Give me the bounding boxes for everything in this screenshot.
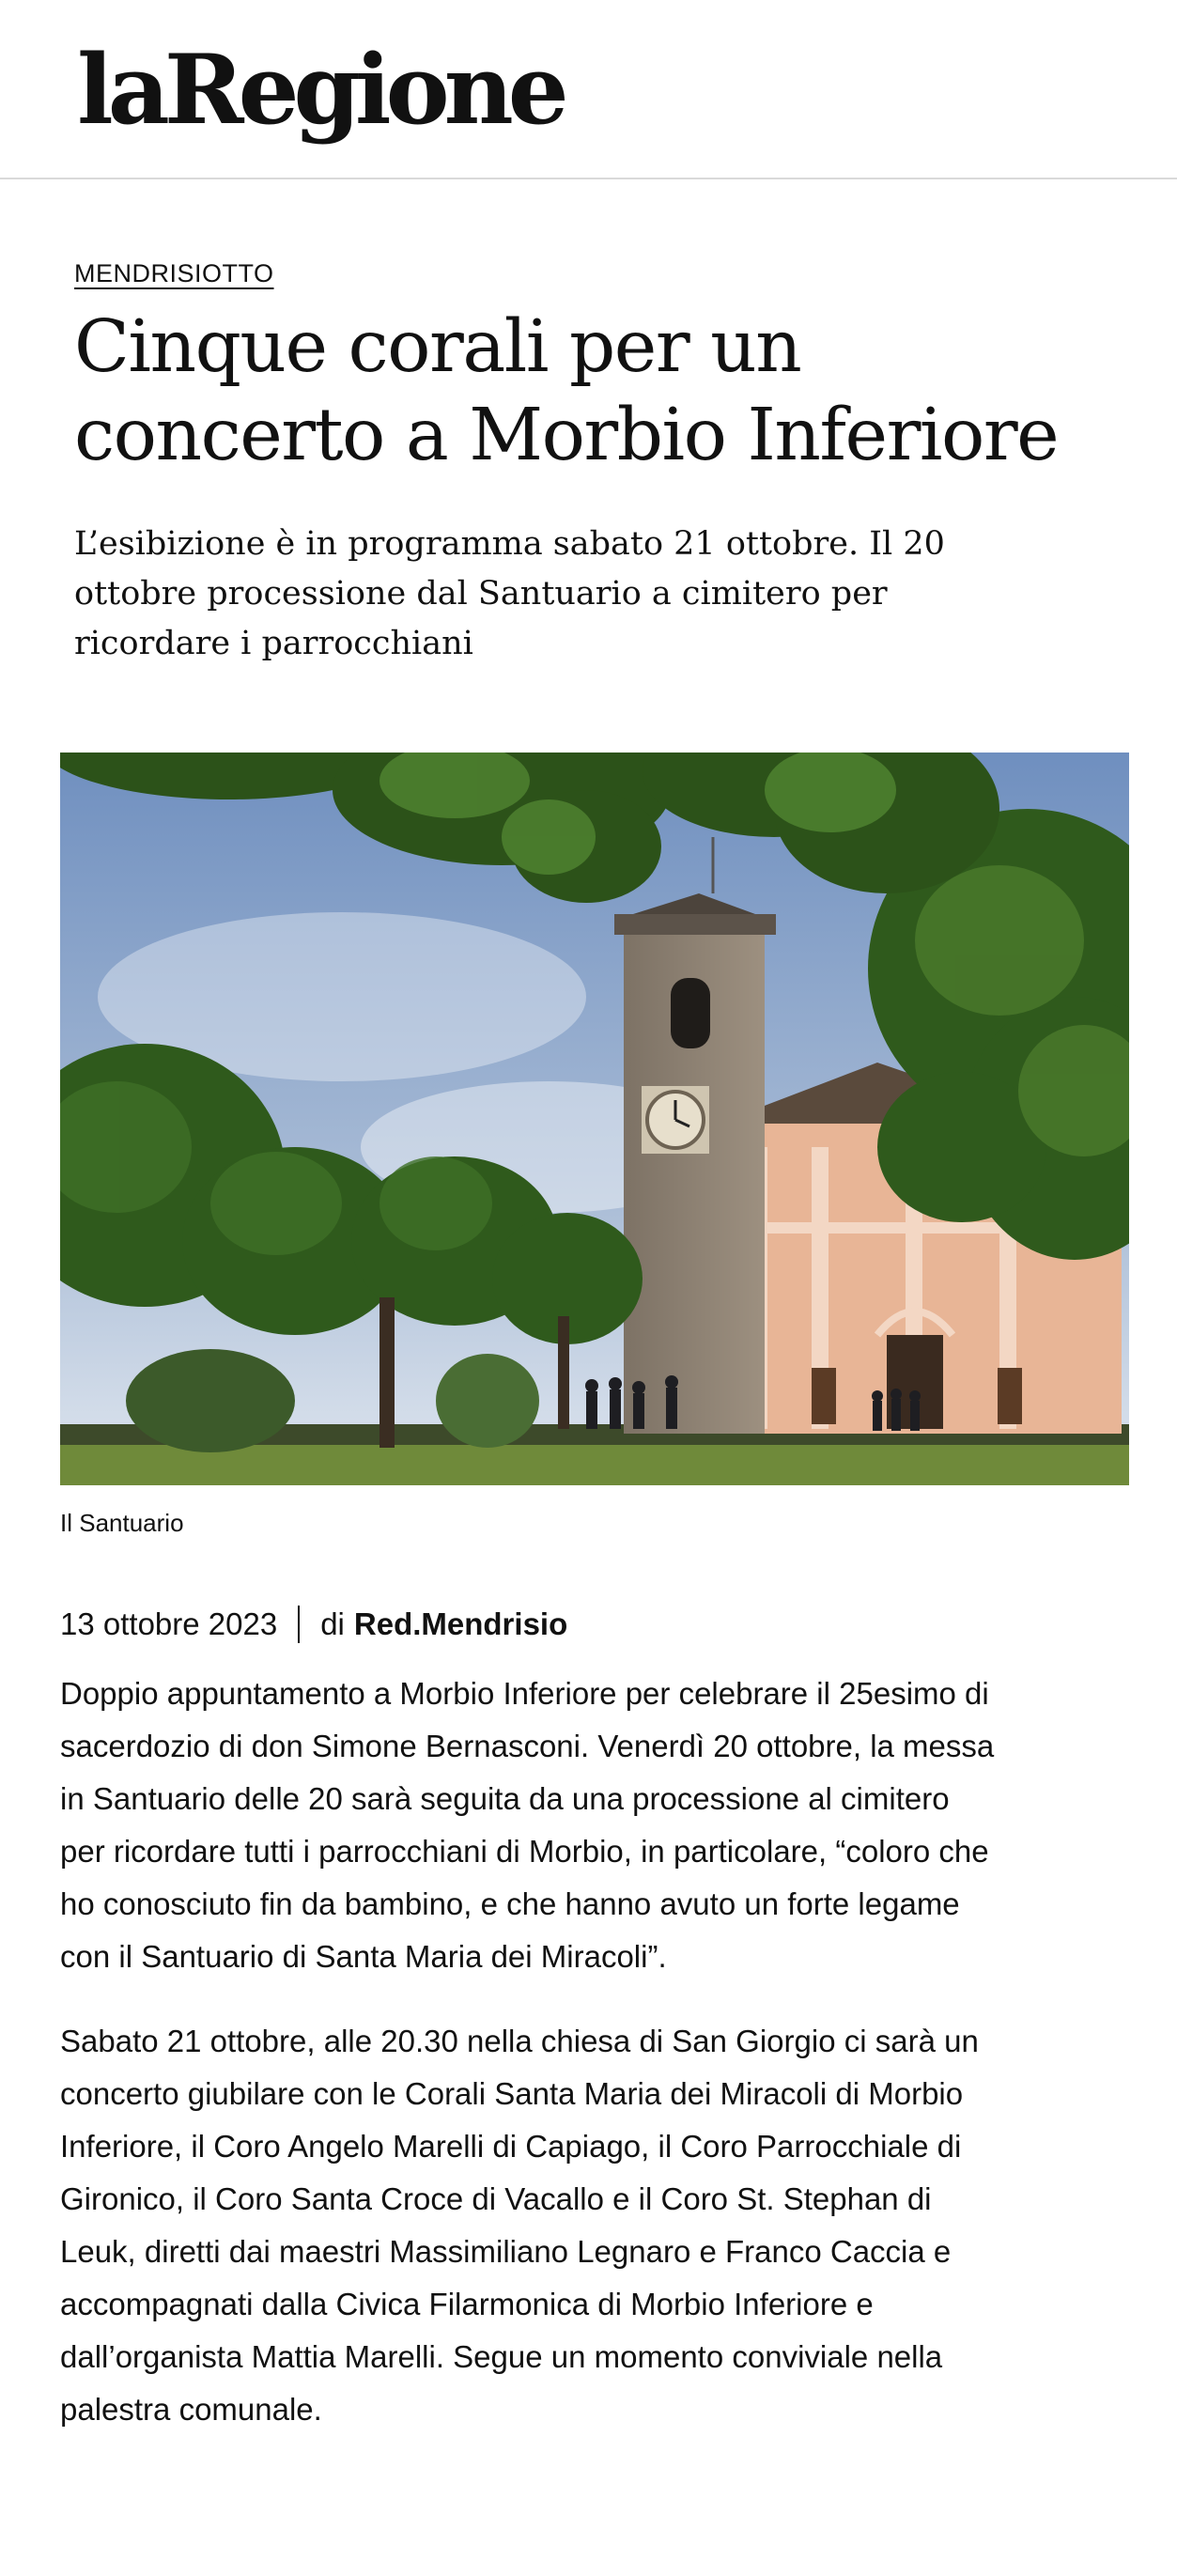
site-logo[interactable]: laRegione [77,34,564,147]
publish-date: 13 ottobre 2023 [60,1606,278,1641]
article-title: Cinque corali per un concerto a Morbio Inferiore [74,305,1059,477]
author-name[interactable]: Red.Mendrisio [353,1606,568,1641]
body-paragraph: Doppio appuntamento a Morbio Inferiore per celebrare il 25esimo di sacerdozio di don Simone Bernasconi. Venerdì 20 ottobre, la messa in Santuario delle 20 sarà seguita da una processione al cimitero per ricordare tutti i parrocchiani di Morbio, in particolare, “coloro che ho conosciuto fin da bambino, e che hanno avuto un forte legame con il Santuario di Santa Maria dei Miracoli”. [60,1676,995,1974]
site-header [0,0,1177,179]
image-caption: Il Santuario [60,1509,184,1537]
hero-image[interactable] [60,753,1129,1485]
meta-divider [298,1606,300,1643]
article-meta [60,1606,567,1643]
article-subtitle: L’esibizione è in programma sabato 21 ottobre. Il 20 ottobre processione dal Santuario a cimitero per ricordare i parrocchiani [74,525,945,662]
body-paragraph: Sabato 21 ottobre, alle 20.30 nella chiesa di San Giorgio ci sarà un concerto giubilare con le Corali Santa Maria dei Miracoli di Morbio Inferiore, il Coro Angelo Marelli di Capiago, il Coro Parrocchiale di Gironico, il Coro Santa Croce di Vacallo e il Coro St. Stephan di Leuk, diretti dai maestri Massimiliano Legnaro e Franco Caccia e accompagnati dalla Civica Filarmonica di Morbio Inferiore e dall’organista Mattia Marelli. Segue un momento conviviale nella palestra comunale. [60,2024,979,2427]
article-body [60,1668,999,2468]
byline-prefix: di [320,1606,345,1641]
santuario-photo [60,753,1129,1485]
section-link[interactable]: MENDRISIOTTO [74,259,274,287]
